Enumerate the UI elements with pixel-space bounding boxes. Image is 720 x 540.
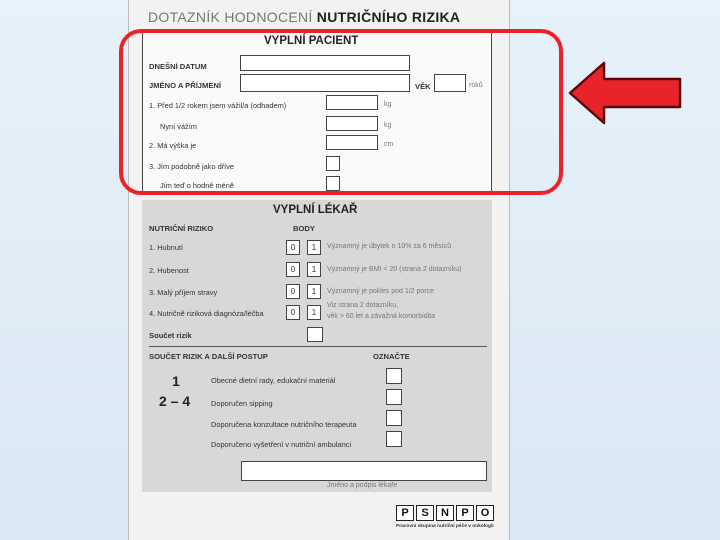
doctor-heading: VYPLNÍ LÉKAŘ [273, 204, 358, 216]
q3b-label: Jím teď o hodně méně [160, 181, 234, 190]
q1-unit: kg [384, 101, 392, 108]
risk-row-4-points-1[interactable]: 1 [307, 305, 321, 320]
sum-label: Součet rizik [149, 331, 192, 340]
risk-row-4-desc-line-2: věk > 60 let a závažná komorbidita [327, 313, 435, 320]
step-4-label: Doporučeno vyšetření v nutriční ambulanci [211, 440, 352, 449]
risk-row-1-points-1[interactable]: 1 [307, 240, 321, 255]
risk-row-3-label: 3. Malý příjem stravy [149, 288, 218, 297]
form-title [148, 9, 460, 25]
risk-row-3-desc: Významný je pokles pod 1/2 porce [327, 288, 435, 295]
score-2-4: 2 – 4 [159, 393, 191, 409]
logo-caption: Pracovní skupina nutriční péče v onkologii [396, 524, 494, 529]
highlight-outline [119, 29, 563, 195]
risk-row-2-points-1[interactable]: 1 [307, 262, 321, 277]
step-2-checkbox[interactable] [386, 389, 402, 405]
risk-row-3-points-1[interactable]: 1 [307, 284, 321, 299]
sum-field[interactable] [307, 327, 323, 342]
mark-header: OZNAČTE [373, 352, 410, 361]
step-3-label: Doporučena konzultace nutričního terapeuta [211, 420, 357, 429]
step-1-checkbox[interactable] [386, 368, 402, 384]
now-weight-unit: kg [384, 122, 392, 129]
psnpo-logo [380, 503, 500, 537]
date-label: DNEŠNÍ DATUM [149, 62, 207, 71]
age-unit: roků [469, 82, 483, 89]
logo-letter-p2: P [456, 505, 474, 521]
step-2-label: Doporučen sipping [211, 399, 273, 408]
risk-row-4-label: 4. Nutričně riziková diagnóza/léčba [149, 309, 264, 318]
risk-row-3-points-0[interactable]: 0 [286, 284, 300, 299]
signature-field[interactable] [241, 461, 487, 481]
logo-letter-s: S [416, 505, 434, 521]
risk-row-2-label: 2. Hubenost [149, 266, 189, 275]
now-weight-label: Nyní vážím [160, 122, 197, 131]
form-title-light: DOTAZNÍK HODNOCENÍ [148, 9, 313, 25]
risk-row-4-desc: Viz strana 2 dotazníku, [327, 302, 399, 309]
patient-heading: VYPLNÍ PACIENT [264, 35, 359, 47]
logo-letter-n: N [436, 505, 454, 521]
height-unit: cm [384, 141, 394, 148]
step-4-checkbox[interactable] [386, 431, 402, 447]
logo-letter-p: P [396, 505, 414, 521]
risk-row-2-points-0[interactable]: 0 [286, 262, 300, 277]
q1-label: 1. Před 1/2 rokem jsem vážil/a (odhadem) [149, 101, 287, 110]
risk-row-1-points-0[interactable]: 0 [286, 240, 300, 255]
risk-row-1-label: 1. Hubnutí [149, 243, 184, 252]
risk-row-1-desc: Významný je úbytek o 10% za 6 měsíců [327, 243, 452, 250]
step-1-label: Obecné dietní rady, edukační materiál [211, 376, 336, 385]
risk-row-2-desc: Významný je BMI < 20 (strana 2 dotazníku) [327, 266, 462, 273]
name-label: JMÉNO A PŘÍJMENÍ [149, 81, 222, 90]
red-arrow-icon [566, 60, 686, 126]
score-1: 1 [172, 373, 180, 389]
q3-label: 3. Jím podobně jako dříve [149, 162, 235, 171]
logo-letter-o: O [476, 505, 494, 521]
points-header: BODY [293, 224, 315, 233]
step-3-checkbox[interactable] [386, 410, 402, 426]
form-title-bold: NUTRIČNÍHO RIZIKA [316, 9, 461, 25]
risk-header: NUTRIČNÍ RIZIKO [149, 224, 214, 233]
next-steps-header: SOUČET RIZIK A DALŠÍ POSTUP [149, 352, 268, 361]
risk-row-4-points-0[interactable]: 0 [286, 305, 300, 320]
q2-label: 2. Má výška je [149, 141, 197, 150]
signature-label: Jméno a podpis lékaře [327, 482, 398, 489]
age-label: VĚK [415, 82, 431, 91]
divider [149, 346, 487, 347]
